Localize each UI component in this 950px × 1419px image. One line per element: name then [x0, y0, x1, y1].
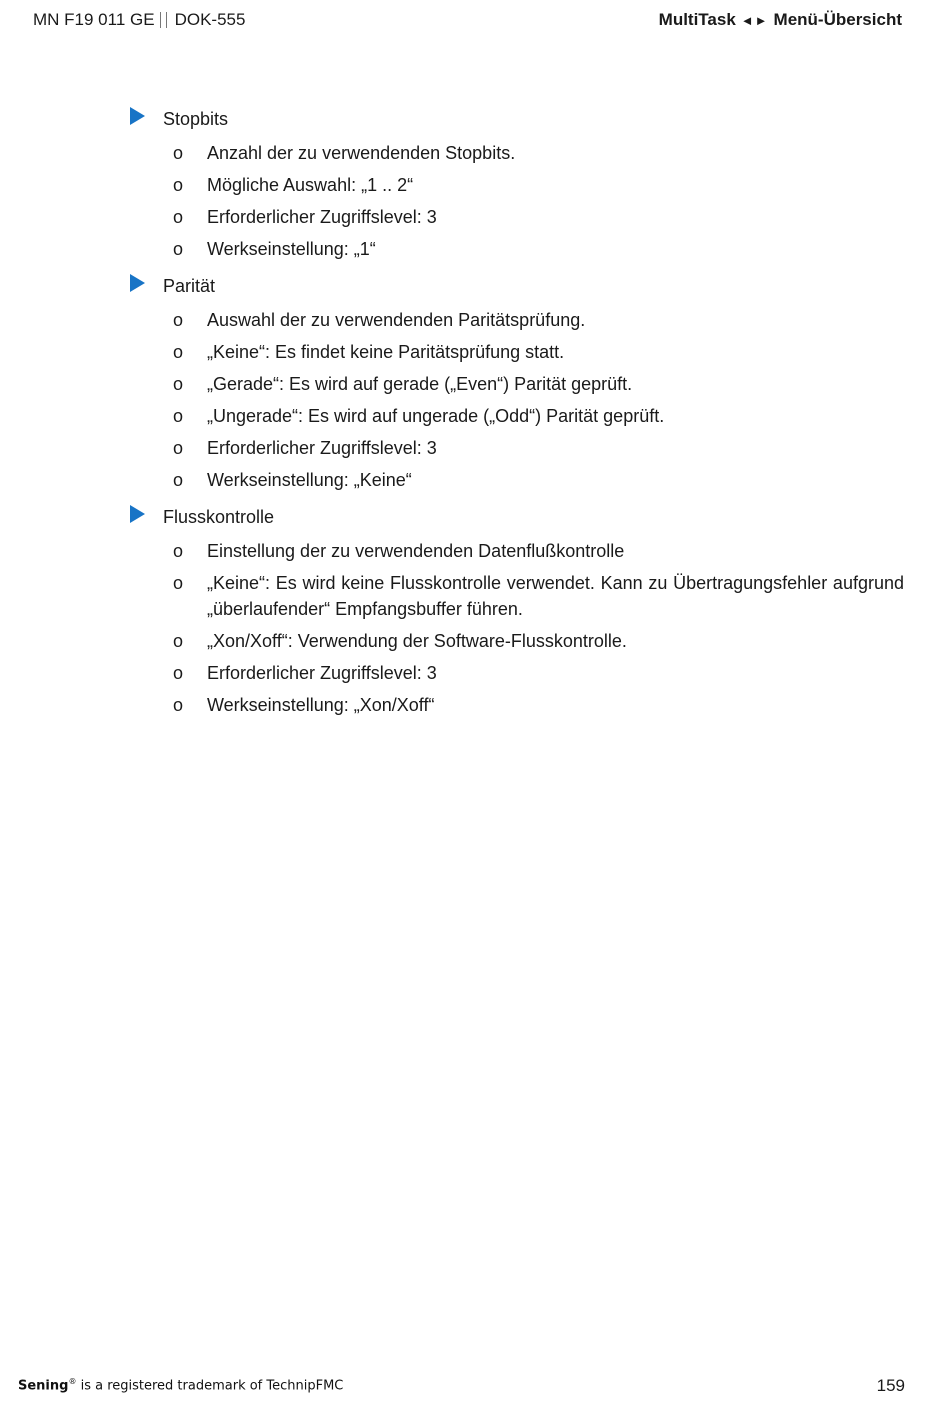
item-text: „Ungerade“: Es wird auf ungerade („Odd“) Parität geprüft. — [207, 406, 665, 426]
circle-bullet-icon: o — [173, 541, 184, 561]
section-flusskontrolle — [130, 502, 904, 718]
circle-bullet-icon: o — [173, 310, 184, 330]
circle-bullet-icon: o — [173, 573, 184, 593]
page-header — [33, 10, 902, 32]
item-text: Erforderlicher Zugriffslevel: 3 — [207, 207, 437, 227]
list-item — [130, 538, 904, 564]
item-text: Erforderlicher Zugriffslevel: 3 — [207, 438, 437, 458]
list-item — [130, 236, 904, 262]
nav-arrows-icon: ◄► — [740, 12, 769, 28]
header-separator — [160, 12, 167, 28]
triangle-bullet-icon — [130, 107, 145, 125]
circle-bullet-icon: o — [173, 239, 184, 259]
circle-bullet-icon: o — [173, 406, 184, 426]
circle-bullet-icon: o — [173, 342, 184, 362]
section-name: Menü-Übersicht — [773, 10, 902, 29]
item-text: „Keine“: Es wird keine Flusskontrolle verwendet. Kann zu Übertragungsfehler aufgrund „überlaufender“ Empfangsbuffer führen. — [207, 573, 904, 619]
section-title: Stopbits — [163, 108, 229, 129]
section-heading — [130, 104, 904, 134]
list-item — [130, 435, 904, 461]
section-heading — [130, 502, 904, 532]
trademark-note — [18, 1377, 343, 1393]
circle-bullet-icon: o — [173, 438, 184, 458]
circle-bullet-icon: o — [173, 695, 184, 715]
list-item — [130, 172, 904, 198]
circle-bullet-icon: o — [173, 470, 184, 490]
doc-number: DOK-555 — [174, 10, 246, 29]
item-text: Auswahl der zu verwendenden Paritätsprüfung. — [207, 310, 586, 330]
item-text: Mögliche Auswahl: „1 .. 2“ — [207, 175, 414, 195]
triangle-bullet-icon — [130, 505, 145, 523]
header-right — [659, 10, 902, 30]
section-title: Flusskontrolle — [163, 506, 275, 527]
item-list — [130, 140, 904, 262]
list-item — [130, 371, 904, 397]
item-text: „Keine“: Es findet keine Paritätsprüfung statt. — [207, 342, 565, 362]
item-text: Einstellung der zu verwendenden Datenflußkontrolle — [207, 541, 625, 561]
list-item — [130, 204, 904, 230]
item-list — [130, 538, 904, 718]
brand-name: Sening — [18, 1378, 69, 1394]
list-item — [130, 692, 904, 718]
section-stopbits — [130, 104, 904, 262]
item-text: Werkseinstellung: „Xon/Xoff“ — [207, 695, 435, 715]
list-item — [130, 339, 904, 365]
circle-bullet-icon: o — [173, 175, 184, 195]
circle-bullet-icon: o — [173, 207, 184, 227]
section-title: Parität — [163, 275, 216, 296]
item-list — [130, 307, 904, 493]
list-item — [130, 570, 904, 622]
page-number: 159 — [876, 1376, 905, 1395]
item-text: „Gerade“: Es wird auf gerade („Even“) Parität geprüft. — [207, 374, 633, 394]
product-name: MultiTask — [658, 10, 736, 29]
item-text: Werkseinstellung: „Keine“ — [207, 470, 412, 490]
item-text: Erforderlicher Zugriffslevel: 3 — [207, 663, 437, 683]
circle-bullet-icon: o — [173, 143, 184, 163]
header-left — [33, 10, 245, 30]
item-text: Anzahl der zu verwendenden Stopbits. — [207, 143, 516, 163]
trademark-text: is a registered trademark of TechnipFMC — [76, 1378, 344, 1394]
circle-bullet-icon: o — [173, 663, 184, 683]
main-content — [130, 104, 904, 727]
list-item — [130, 307, 904, 333]
list-item — [130, 628, 904, 654]
circle-bullet-icon: o — [173, 631, 184, 651]
circle-bullet-icon: o — [173, 374, 184, 394]
list-item — [130, 140, 904, 166]
section-paritaet — [130, 271, 904, 493]
triangle-bullet-icon — [130, 274, 145, 292]
list-item — [130, 403, 904, 429]
item-text: Werkseinstellung: „1“ — [207, 239, 376, 259]
item-text: „Xon/Xoff“: Verwendung der Software-Flusskontrolle. — [207, 631, 627, 651]
list-item — [130, 467, 904, 493]
registered-mark: ® — [68, 1377, 77, 1386]
section-heading — [130, 271, 904, 301]
list-item — [130, 660, 904, 686]
doc-id: MN F19 011 GE — [33, 10, 155, 29]
